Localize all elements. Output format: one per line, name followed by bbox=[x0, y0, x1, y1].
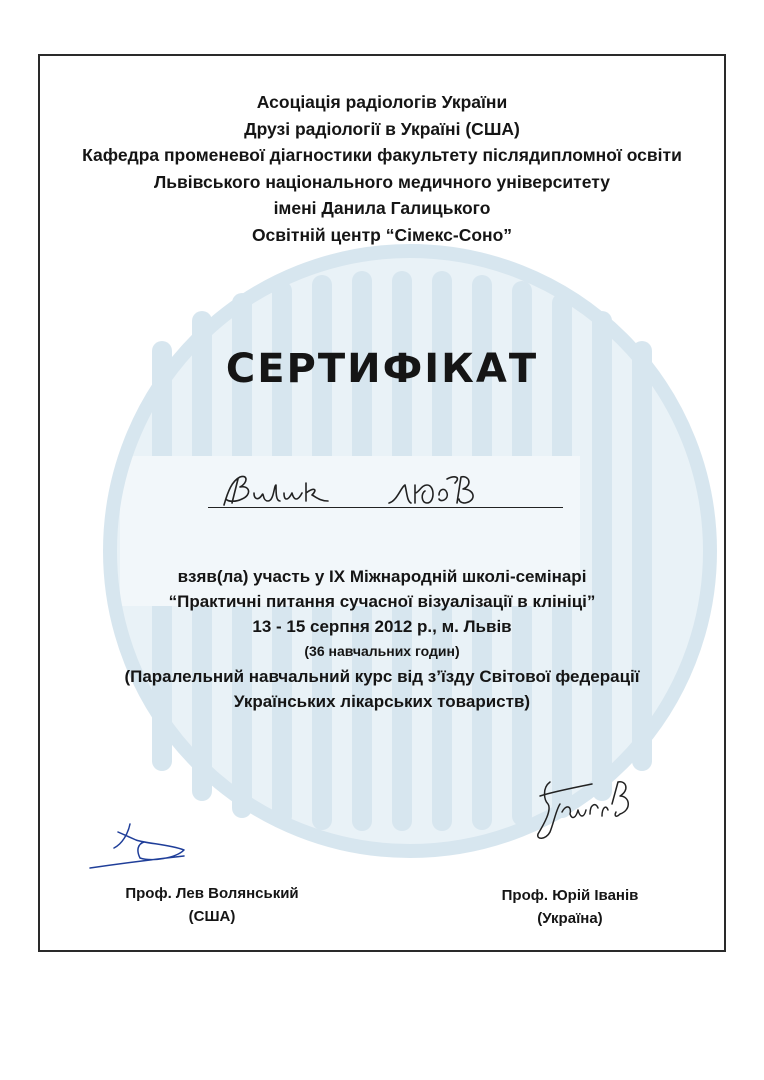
certificate-frame bbox=[38, 54, 726, 952]
signatory-name: Проф. Лев Волянський bbox=[125, 885, 299, 902]
certificate-title: СЕРТИФІКАТ bbox=[225, 346, 539, 392]
handwritten-surname bbox=[218, 471, 338, 511]
parallel-course-line-2: Українських лікарських товариств) bbox=[233, 692, 531, 711]
signatory-ivaniv bbox=[470, 884, 670, 930]
recipient-name-line bbox=[208, 507, 563, 508]
seminar-title: “Практичні питання сучасної візуалізації в клініці” bbox=[168, 592, 596, 611]
event-date-location: 13 - 15 серпня 2012 р., м. Львів bbox=[252, 617, 512, 636]
parallel-course-line-1: (Паралельний навчальний курс від з’їзду Світової федерації bbox=[124, 667, 640, 686]
header-line-friends: Друзі радіології в Україні (США) bbox=[244, 118, 520, 139]
course-hours: (36 навчальних годин) bbox=[304, 643, 460, 659]
header-line-department: Кафедра променевої діагностики факультету післядипломної освіти bbox=[82, 145, 682, 165]
participation-line: взяв(ла) участь у IX Міжнародній школі-семінарі bbox=[177, 567, 587, 586]
certificate-body bbox=[40, 564, 724, 714]
header-line-university: Львівського національного медичного університету bbox=[154, 171, 610, 192]
header-line-university-name: імені Данила Галицького bbox=[273, 198, 491, 218]
header-line-education-center: Освітній центр “Сімекс-Соно” bbox=[251, 224, 513, 245]
signatory-country: (Україна) bbox=[537, 910, 603, 927]
header-line-association: Асоціація радіологів України bbox=[256, 92, 508, 112]
issuing-organizations bbox=[40, 89, 724, 248]
signature-volyanskyi bbox=[88, 814, 198, 874]
signature-ivaniv bbox=[532, 774, 642, 849]
signatory-name: Проф. Юрій Іванів bbox=[501, 887, 639, 904]
signatory-volyanskyi bbox=[102, 882, 322, 928]
handwritten-given-name bbox=[385, 471, 495, 511]
signatory-country: (США) bbox=[188, 908, 236, 925]
